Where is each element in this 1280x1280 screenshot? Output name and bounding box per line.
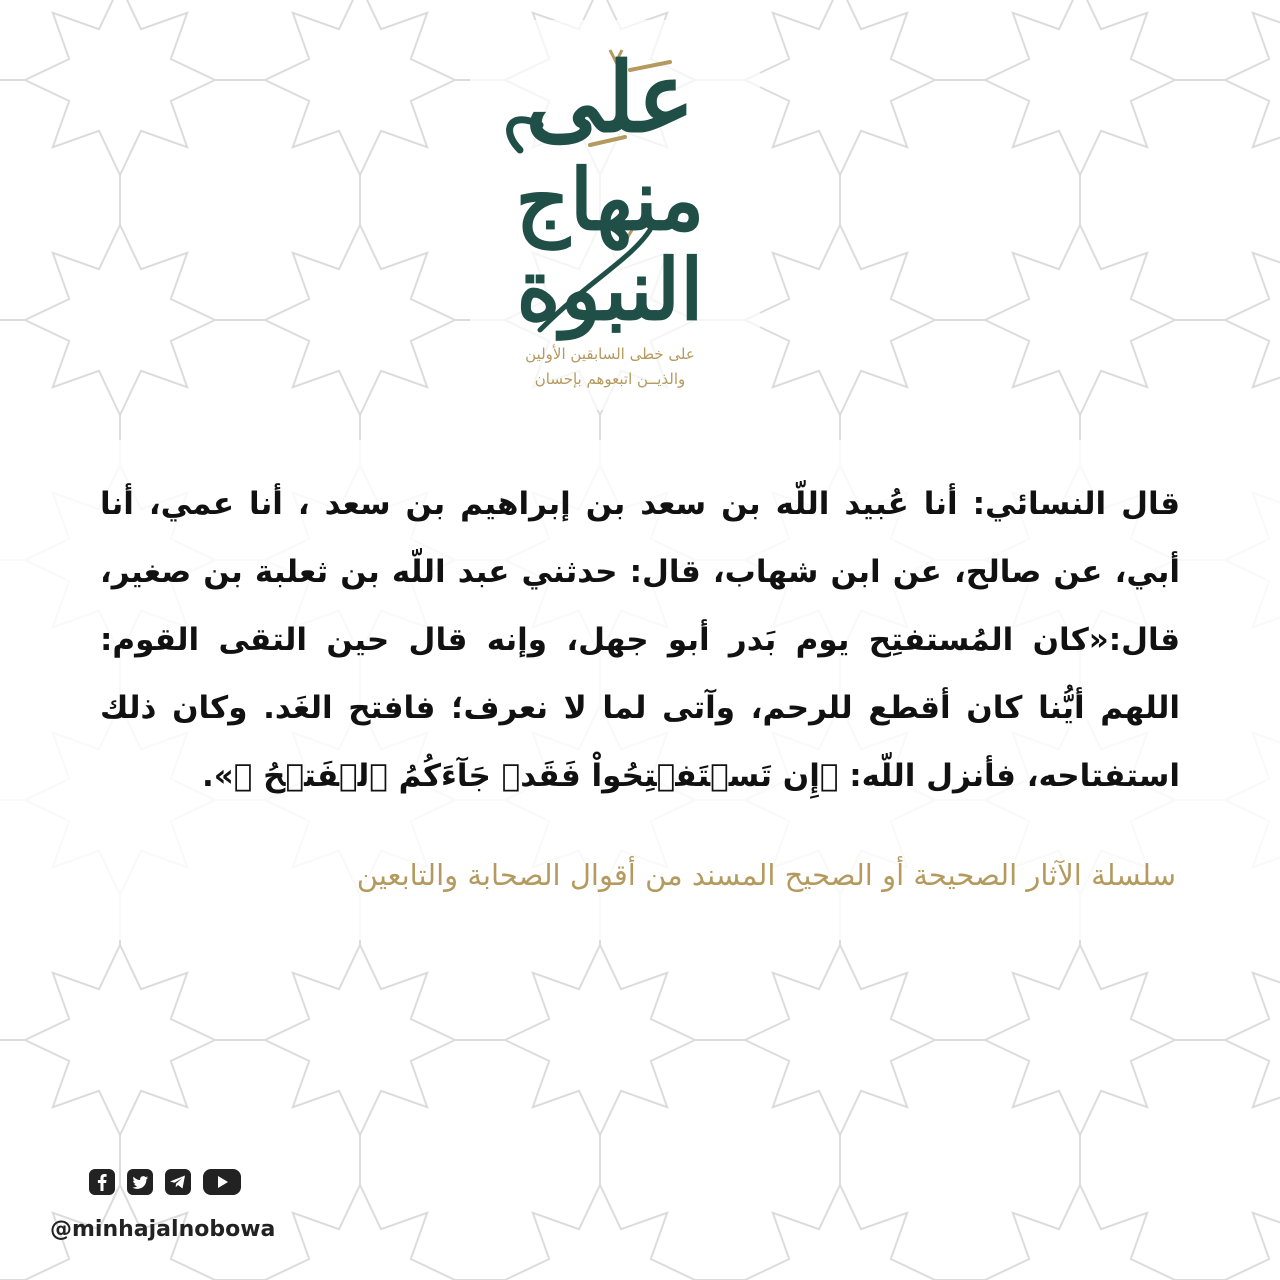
logo xyxy=(480,30,740,400)
logo-word-3: النبوة xyxy=(516,240,704,339)
facebook-icon[interactable] xyxy=(88,1168,116,1200)
logo-word-2: منهاج xyxy=(515,150,705,249)
social-icons xyxy=(88,1168,242,1200)
logo-tagline-2: والذيــن اتبعوهم بإحسان xyxy=(534,370,686,388)
logo-word-1: على xyxy=(525,41,695,154)
social-handle[interactable]: @minhajalnobowa xyxy=(50,1217,276,1242)
logo-tagline-1: على خطى السابقين الأولين xyxy=(525,345,695,363)
youtube-icon[interactable] xyxy=(202,1168,242,1200)
hadith-text: قال النسائي: أنا عُبيد اللّه بن سعد بن إبراهيم بن سعد ، أنا عمي، أنا أبي، عن صالح، عن ابن شهاب، قال: حدثني عبد اللّه بن ثعلبة بن صغير، قال:«كان المُستفتِح يوم بَدر أبو جهل، وإنه قال حين التقى القوم: اللهم أيُّنا كان أقطع للرحم، وآتى لما لا نعرف؛ فافتح الغَد. وكان ذلك استفتاحه، فأنزل اللّه: ﴿إِن تَسۡتَفۡتِحُواْ فَقَدۡ جَآءَكُمُ ٱلۡفَتۡحُ ﴾». xyxy=(100,486,1180,794)
telegram-icon[interactable] xyxy=(164,1168,192,1200)
source-citation: سلسلة الآثار الصحيحة أو الصحيح المسند من أقوال الصحابة والتابعين xyxy=(356,858,1176,892)
twitter-icon[interactable] xyxy=(126,1168,154,1200)
